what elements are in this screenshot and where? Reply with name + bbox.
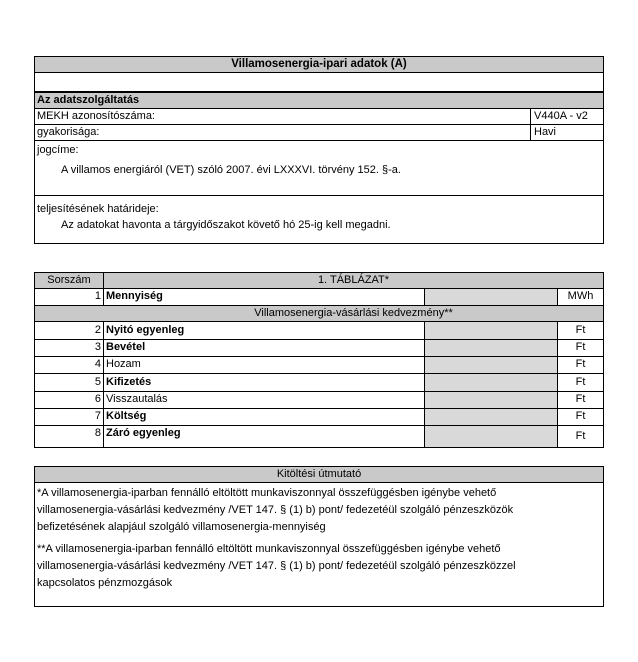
row-label: Hozam xyxy=(106,358,141,370)
row-label: Költség xyxy=(106,410,147,422)
guide-note-1-line: villamosenergia-vásárlási kedvezmény /VET 147. § (1) b) pont/ fedezetéül szolgáló pénzeszközök xyxy=(37,504,514,516)
info-block xyxy=(34,92,604,244)
row-label: Záró egyenleg xyxy=(106,427,181,439)
row-unit: Ft xyxy=(575,341,586,353)
deadline-text: Az adatokat havonta a tárgyidőszakot követő hó 25-ig kell megadni. xyxy=(61,219,391,231)
row-number-cell xyxy=(35,392,104,408)
row-number: 5 xyxy=(94,376,101,388)
guide-note-2-line: kapcsolatos pénzmozgások xyxy=(37,577,173,589)
row-number: 1 xyxy=(94,290,101,302)
table-row xyxy=(35,357,603,374)
row-unit-cell xyxy=(558,357,603,373)
row-number-cell xyxy=(35,409,104,425)
row-value-input[interactable] xyxy=(425,289,558,305)
table-header-row xyxy=(35,273,603,289)
table-row xyxy=(35,340,603,357)
deadline-label: teljesítésének határideje: xyxy=(37,203,159,215)
row-label-cell xyxy=(104,409,425,425)
row-value-input[interactable] xyxy=(425,357,558,373)
table-subheader-row xyxy=(35,306,603,322)
table-row xyxy=(35,289,603,306)
row-label: Visszautalás xyxy=(106,393,168,405)
row-label-cell xyxy=(104,322,425,339)
row-unit-cell xyxy=(558,374,603,391)
row-value-input[interactable] xyxy=(425,340,558,356)
row-value-input[interactable] xyxy=(425,374,558,391)
table-subheader: Villamosenergia-vásárlási kedvezmény** xyxy=(254,307,453,319)
row-number-cell xyxy=(35,322,104,339)
row-number-cell xyxy=(35,340,104,356)
table-row xyxy=(35,322,603,340)
guide-header xyxy=(35,467,603,483)
row-label: Mennyiség xyxy=(106,290,163,302)
sorszam-header: Sorszám xyxy=(47,274,91,286)
frequency-value: Havi xyxy=(534,126,557,138)
row-label-cell xyxy=(104,374,425,391)
table-row xyxy=(35,374,603,392)
row-unit: Ft xyxy=(575,376,586,388)
row-number: 3 xyxy=(94,341,101,353)
form-header xyxy=(34,56,604,73)
data-table xyxy=(34,272,604,448)
row-number: 8 xyxy=(94,427,101,439)
guide-note-1 xyxy=(35,484,603,540)
row-unit: MWh xyxy=(567,290,594,302)
row-label-cell xyxy=(104,392,425,408)
row-unit-cell xyxy=(558,289,603,305)
row-number-cell xyxy=(35,374,104,391)
guide-note-1-line: befizetésének alapjául szolgáló villamosenergia-mennyiség xyxy=(37,521,326,533)
guide-title: Kitöltési útmutató xyxy=(276,468,362,480)
row-unit: Ft xyxy=(575,430,586,442)
mekh-label: MEKH azonosítószáma: xyxy=(37,110,155,122)
row-unit: Ft xyxy=(575,324,586,336)
row-number-cell xyxy=(35,289,104,305)
row-unit-cell xyxy=(558,392,603,408)
legal-basis-label: jogcíme: xyxy=(37,144,79,156)
mekh-row xyxy=(35,109,603,125)
row-number: 2 xyxy=(94,324,101,336)
guide-note-2-line: **A villamosenergia-iparban fennálló eltöltött munkaviszonnyal összefüggésben igénybe vehető xyxy=(37,543,501,555)
guide-block xyxy=(34,466,604,607)
frequency-label: gyakorisága: xyxy=(37,126,100,138)
row-unit-cell xyxy=(558,426,603,447)
frequency-value-cell xyxy=(530,125,603,140)
guide-note-2 xyxy=(35,540,603,600)
row-label-cell xyxy=(104,340,425,356)
mekh-value-cell xyxy=(530,109,603,124)
sorszam-header-cell xyxy=(35,273,104,288)
row-number: 7 xyxy=(94,410,101,422)
row-label-cell xyxy=(104,289,425,305)
info-section-title: Az adatszolgáltatás xyxy=(37,94,140,106)
row-label: Nyitó egyenleg xyxy=(106,324,185,336)
row-label-cell xyxy=(104,426,425,447)
row-unit-cell xyxy=(558,409,603,425)
row-unit-cell xyxy=(558,340,603,356)
deadline-block xyxy=(35,196,603,243)
row-unit-cell xyxy=(558,322,603,339)
form-title: Villamosenergia-ipari adatok (A) xyxy=(231,58,407,70)
mekh-value: V440A - v2 xyxy=(534,110,588,122)
table-row xyxy=(35,426,603,447)
row-value-input[interactable] xyxy=(425,392,558,408)
row-value-input[interactable] xyxy=(425,426,558,447)
row-label: Kifizetés xyxy=(106,376,152,388)
row-number: 4 xyxy=(94,358,101,370)
table-row xyxy=(35,392,603,409)
row-number-cell xyxy=(35,357,104,373)
row-label: Bevétel xyxy=(106,341,146,353)
row-number: 6 xyxy=(94,393,101,405)
row-number-cell xyxy=(35,426,104,447)
table-title-cell xyxy=(104,273,603,288)
row-unit: Ft xyxy=(575,393,586,405)
row-label-cell xyxy=(104,357,425,373)
row-unit: Ft xyxy=(575,410,586,422)
table-title: 1. TÁBLÁZAT* xyxy=(317,274,390,286)
legal-basis-text: A villamos energiáról (VET) szóló 2007. évi LXXXVI. törvény 152. §-a. xyxy=(61,164,401,176)
header-spacer xyxy=(34,72,604,92)
row-unit: Ft xyxy=(575,358,586,370)
row-value-input[interactable] xyxy=(425,409,558,425)
legal-basis-block xyxy=(35,141,603,196)
frequency-row xyxy=(35,125,603,141)
guide-note-2-line: villamosenergia-vásárlási kedvezmény /VET 147. § (1) b) pont/ fedezetéül szolgáló pénzeszközzel xyxy=(37,560,516,572)
guide-note-1-line: *A villamosenergia-iparban fennálló eltöltött munkaviszonnyal összefüggésben igénybe vehető xyxy=(37,487,497,499)
info-section-header xyxy=(35,93,603,109)
row-value-input[interactable] xyxy=(425,322,558,339)
table-row xyxy=(35,409,603,426)
